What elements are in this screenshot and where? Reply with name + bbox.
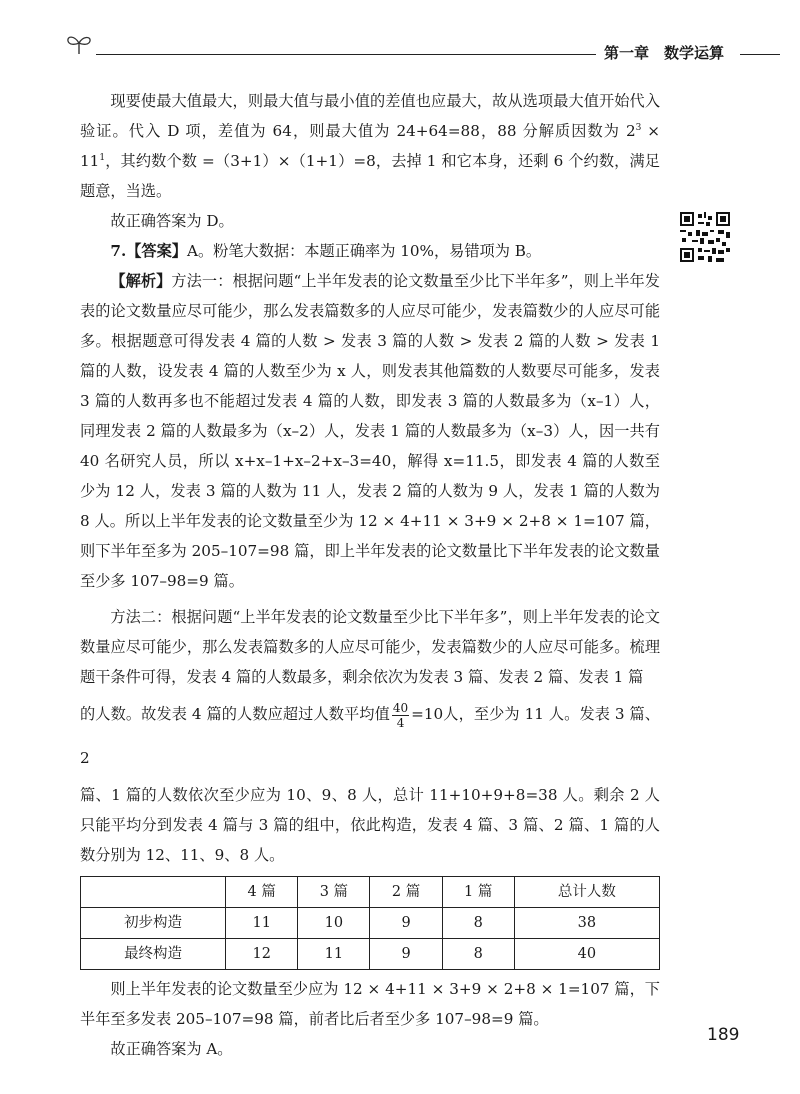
table-cell: 38 (514, 908, 659, 939)
paragraph-conclusion: 则上半年发表的论文数量至少应为 12 × 4+11 × 3+9 × 2+8 × 1=107 篇，下半年至多发表 205–107=98 篇，前者比后者至少多 107–98=9 篇。 (80, 980, 660, 1028)
table-header-row (81, 877, 660, 908)
text-segment: 现要使最大值最大，则最大值与最小值的差值也应最大，故从选项最大值开始代入验证。代入 D 项，差值为 64，则最大值为 24+64=88，88 分解质因数为 2 (80, 92, 660, 140)
table-header-cell: 4 篇 (226, 877, 298, 908)
superscript: 1 (99, 152, 106, 163)
paragraph-answer-a: 故正确答案为 A。 (110, 1040, 233, 1058)
text-segment: ，其约数个数 =（3+1）×（1+1）=8，去掉 1 和它本身，还剩 6 个约数，满足题意，当选。 (80, 152, 660, 200)
header-rule-right (740, 54, 780, 55)
table-cell: 8 (442, 908, 514, 939)
table-cell: 10 (298, 908, 370, 939)
table-cell: 9 (370, 908, 442, 939)
text-segment: × 11 (80, 122, 660, 170)
paragraph-verification (80, 86, 660, 206)
paragraph-average (80, 692, 660, 780)
superscript: 3 (635, 122, 642, 133)
paragraph-method2: 方法二：根据问题“上半年发表的论文数量至少比下半年多”，则上半年发表的论文数量应尽可能少，那么发表篇数多的人应尽可能少，发表篇数少的人应尽可能多。梳理题干条件可得，发表 4 篇的人数最多，剩余依次为发表 3 篇、发表 2 篇、发表 1 篇 (80, 608, 660, 686)
fraction-denominator: 4 (396, 715, 405, 730)
table-header-cell: 3 篇 (298, 877, 370, 908)
fraction-numerator: 40 (392, 700, 409, 715)
paragraph-answer-d: 故正确答案为 D。 (110, 212, 234, 230)
text-segment: A。粉笔大数据：本题正确率为 10%，易错项为 B。 (187, 242, 542, 260)
text-segment: 的人数。故发表 4 篇的人数应超过人数平均值 (80, 705, 390, 723)
paragraph-q7-answer (80, 236, 660, 266)
table-header-cell: 2 篇 (370, 877, 442, 908)
table-cell: 40 (514, 939, 659, 970)
table-row (81, 908, 660, 939)
text-segment: 方法一：根据问题“上半年发表的论文数量至少比下半年多”，则上半年发表的论文数量应尽可能少，那么发表篇数多的人应尽可能少，发表篇数少的人应尽可能多。根据题意可得发表 4 篇的人数 > 发表 3 篇的人数 > 发表 2 篇的人数 > 发表 1 篇的人数，设发表 4 篇的人数至少为 x 人，则发表其他篇数的人数要尽可能多，发表 3 篇的人数再多也不能超过发表 4 篇的人数，即发表 3 篇的人数最多为（x–1）人，同理发表 2 篇的人数最多为（x–2）人，发表 1 篇的人数最多为（x–3）人，因一共有 40 名研究人员，所以 x+x–1+x–2+x–3=40，解得 x=11.5，即发表 4 篇的人数至少为 12 人，发表 3 篇的人数为 11 人，发表 2 篇的人数为 9 人，发表 1 篇的人数为 8 人。所以上半年发表的论文数量至少为 12 × 4+11 × 3+9 × 2+8 × 1=107 篇，则下半年至多为 205–107=98 篇，即上半年发表的论文数量比下半年发表的论文数量至少多 107–98=9 篇。 (80, 272, 660, 590)
answer-label: 7.【答案】 (110, 242, 187, 260)
chapter-title: 第一章 数学运算 (604, 44, 725, 62)
table-row (81, 939, 660, 970)
table-cell: 11 (226, 908, 298, 939)
text-segment: =10人，至少为 11 人。发表 3 篇、2 (80, 705, 660, 767)
sprout-logo-icon (64, 32, 94, 56)
table-cell: 9 (370, 939, 442, 970)
header-rule-left (96, 54, 596, 55)
page-content (80, 86, 660, 1064)
construction-table (80, 876, 660, 970)
paragraph-construction: 篇、1 篇的人数依次至少应为 10、9、8 人，总计 11+10+9+8=38 人。剩余 2 人只能平均分到发表 4 篇与 3 篇的组中，依此构造，发表 4 篇、3 篇、2 篇、1 篇的人数分别为 12、11、9、8 人。 (80, 786, 660, 864)
table-cell: 11 (298, 939, 370, 970)
paragraph-analysis-method1 (80, 266, 660, 596)
table-header-cell: 1 篇 (442, 877, 514, 908)
qr-code-icon (680, 212, 730, 262)
page-number: 189 (707, 1025, 740, 1045)
table-header-cell: 总计人数 (514, 877, 659, 908)
table-header-cell (81, 877, 226, 908)
analysis-label: 【解析】 (110, 272, 172, 290)
table-cell: 12 (226, 939, 298, 970)
table-cell: 8 (442, 939, 514, 970)
table-cell: 最终构造 (81, 939, 226, 970)
table-cell: 初步构造 (81, 908, 226, 939)
fraction (392, 701, 409, 730)
